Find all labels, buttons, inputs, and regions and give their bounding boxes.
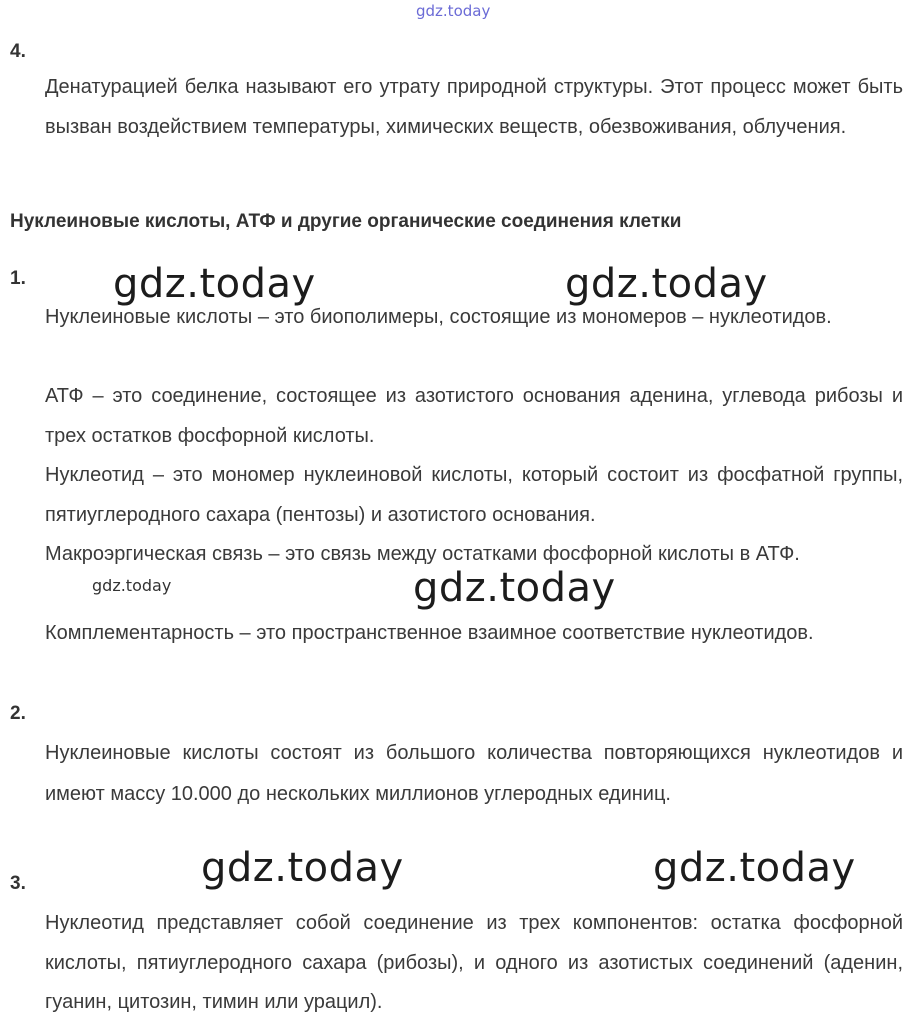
- watermark: gdz.today: [201, 845, 404, 891]
- watermark: gdz.today: [413, 565, 616, 611]
- answer-4-text: Денатурацией белка называют его утрату природной структуры. Этот процесс может быть вызван воздействием температуры, химических веществ, обезвоживания, облучения.: [45, 76, 903, 138]
- watermark-small: gdz.today: [92, 576, 172, 595]
- answer-1-paragraph-nucleic-acids: Нуклеиновые кислоты – это биополимеры, состоящие из мономеров – нуклеотидов.: [45, 306, 832, 328]
- answer-3-text: Нуклеотид представляет собой соединение из трех компонентов: остатка фосфорной кислоты, пятиуглеродного сахара (рибозы), и одного из азотистых соединений (аденин, гуанин, цитозин, тимин или урацил).: [45, 912, 903, 1013]
- watermark: gdz.today: [565, 261, 768, 307]
- watermark: gdz.today: [113, 261, 316, 307]
- item-number-3: 3.: [10, 873, 26, 894]
- watermark-top: gdz.today: [416, 2, 491, 20]
- answer-1-paragraph-atp: АТФ – это соединение, состоящее из азотистого основания аденина, углевода рибозы и трех остатков фосфорной кислоты.: [45, 385, 903, 447]
- item-number-2: 2.: [10, 703, 26, 724]
- watermark: gdz.today: [653, 845, 856, 891]
- item-number-1: 1.: [10, 268, 26, 289]
- answer-2-text: Нуклеиновые кислоты состоят из большого количества повторяющихся нуклеотидов и имеют массу 10.000 до нескольких миллионов углеродных единиц.: [45, 742, 903, 805]
- item-number-4: 4.: [10, 41, 26, 62]
- answer-1-paragraph-complementarity: Комплементарность – это пространственное взаимное соответствие нуклеотидов.: [45, 622, 814, 644]
- answer-1-paragraph-nucleotide: Нуклеотид – это мономер нуклеиновой кислоты, который состоит из фосфатной группы, пятиуглеродного сахара (пентозы) и азотистого основания.: [45, 464, 903, 526]
- answer-1-paragraph-macroergic-bond: Макроэргическая связь – это связь между остатками фосфорной кислоты в АТФ.: [45, 543, 800, 565]
- section-heading: Нуклеиновые кислоты, АТФ и другие органические соединения клетки: [10, 211, 682, 232]
